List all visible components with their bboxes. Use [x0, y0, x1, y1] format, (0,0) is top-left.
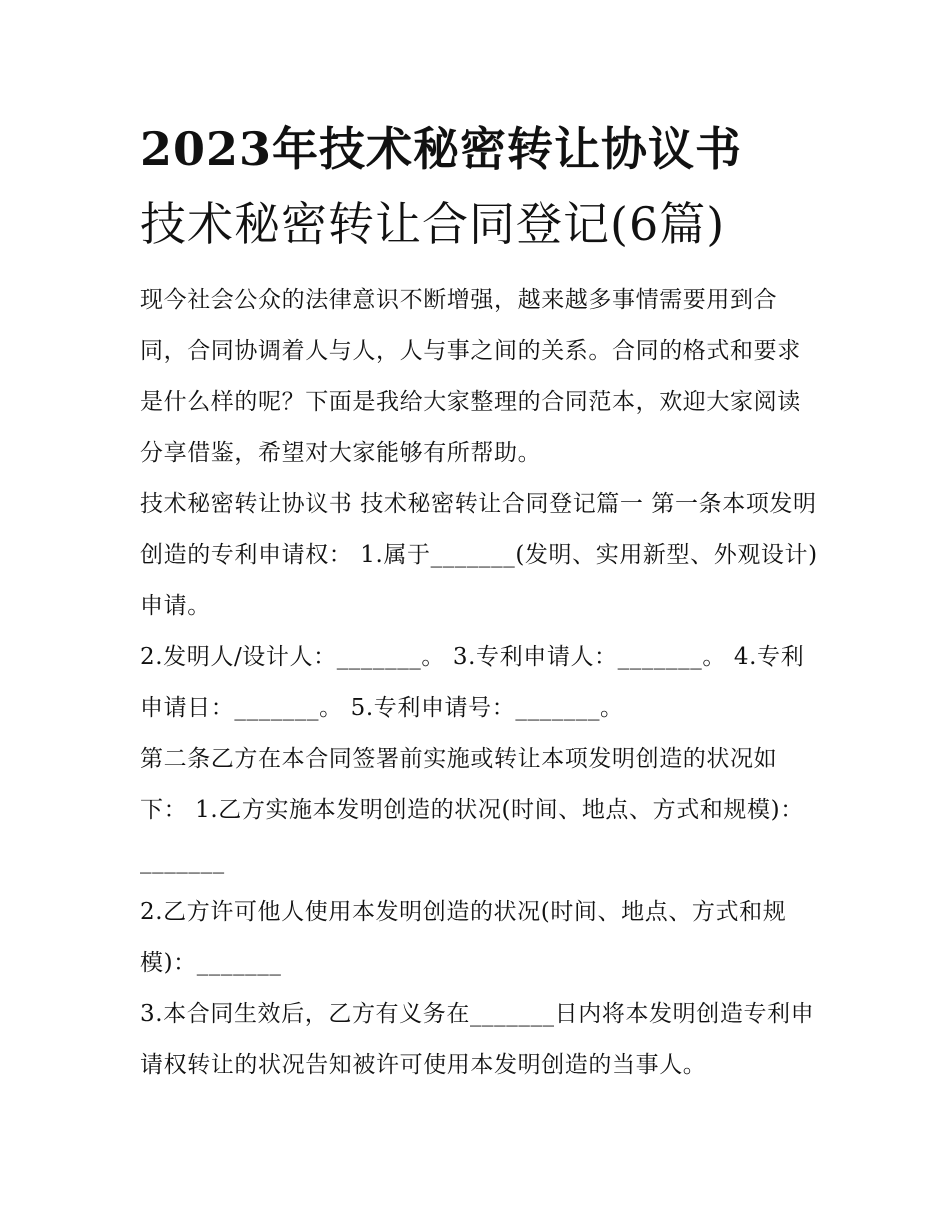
document-title-line-2: 技术秘密转让合同登记(6篇) — [140, 197, 726, 251]
paragraph-applicant-info: 2.发明人/设计人：_______。 3.专利申请人：_______。 4.专利申请日：_______。 5.专利申请号：_______。 — [140, 644, 805, 721]
paragraph-article-2: 第二条乙方在本合同签署前实施或转让本项发明创造的状况如下： 1.乙方实施本发明创造的状况(时间、地点、方式和规模)：_______ — [140, 746, 804, 874]
paragraph-license-status: 2.乙方许可他人使用本发明创造的状况(时间、地点、方式和规模)：_______ — [140, 899, 787, 976]
document-title-line-1: 2023年技术秘密转让协议书 — [140, 122, 743, 176]
paragraph-article-1: 技术秘密转让协议书 技术秘密转让合同登记篇一 第一条本项发明创造的专利申请权： 1.属于_______(发明、实用新型、外观设计)申请。 — [140, 491, 818, 619]
document-page — [140, 118, 820, 1091]
document-body — [140, 275, 820, 1091]
paragraph-notification: 3.本合同生效后，乙方有义务在_______日内将本发明创造专利申请权转让的状况告知被许可使用本发明创造的当事人。 — [140, 1001, 815, 1078]
paragraph-intro: 现今社会公众的法律意识不断增强，越来越多事情需要用到合同，合同协调着人与人，人与事之间的关系。合同的格式和要求是什么样的呢？下面是我给大家整理的合同范本，欢迎大家阅读分享借鉴，希望对大家能够有所帮助。 — [140, 287, 801, 466]
